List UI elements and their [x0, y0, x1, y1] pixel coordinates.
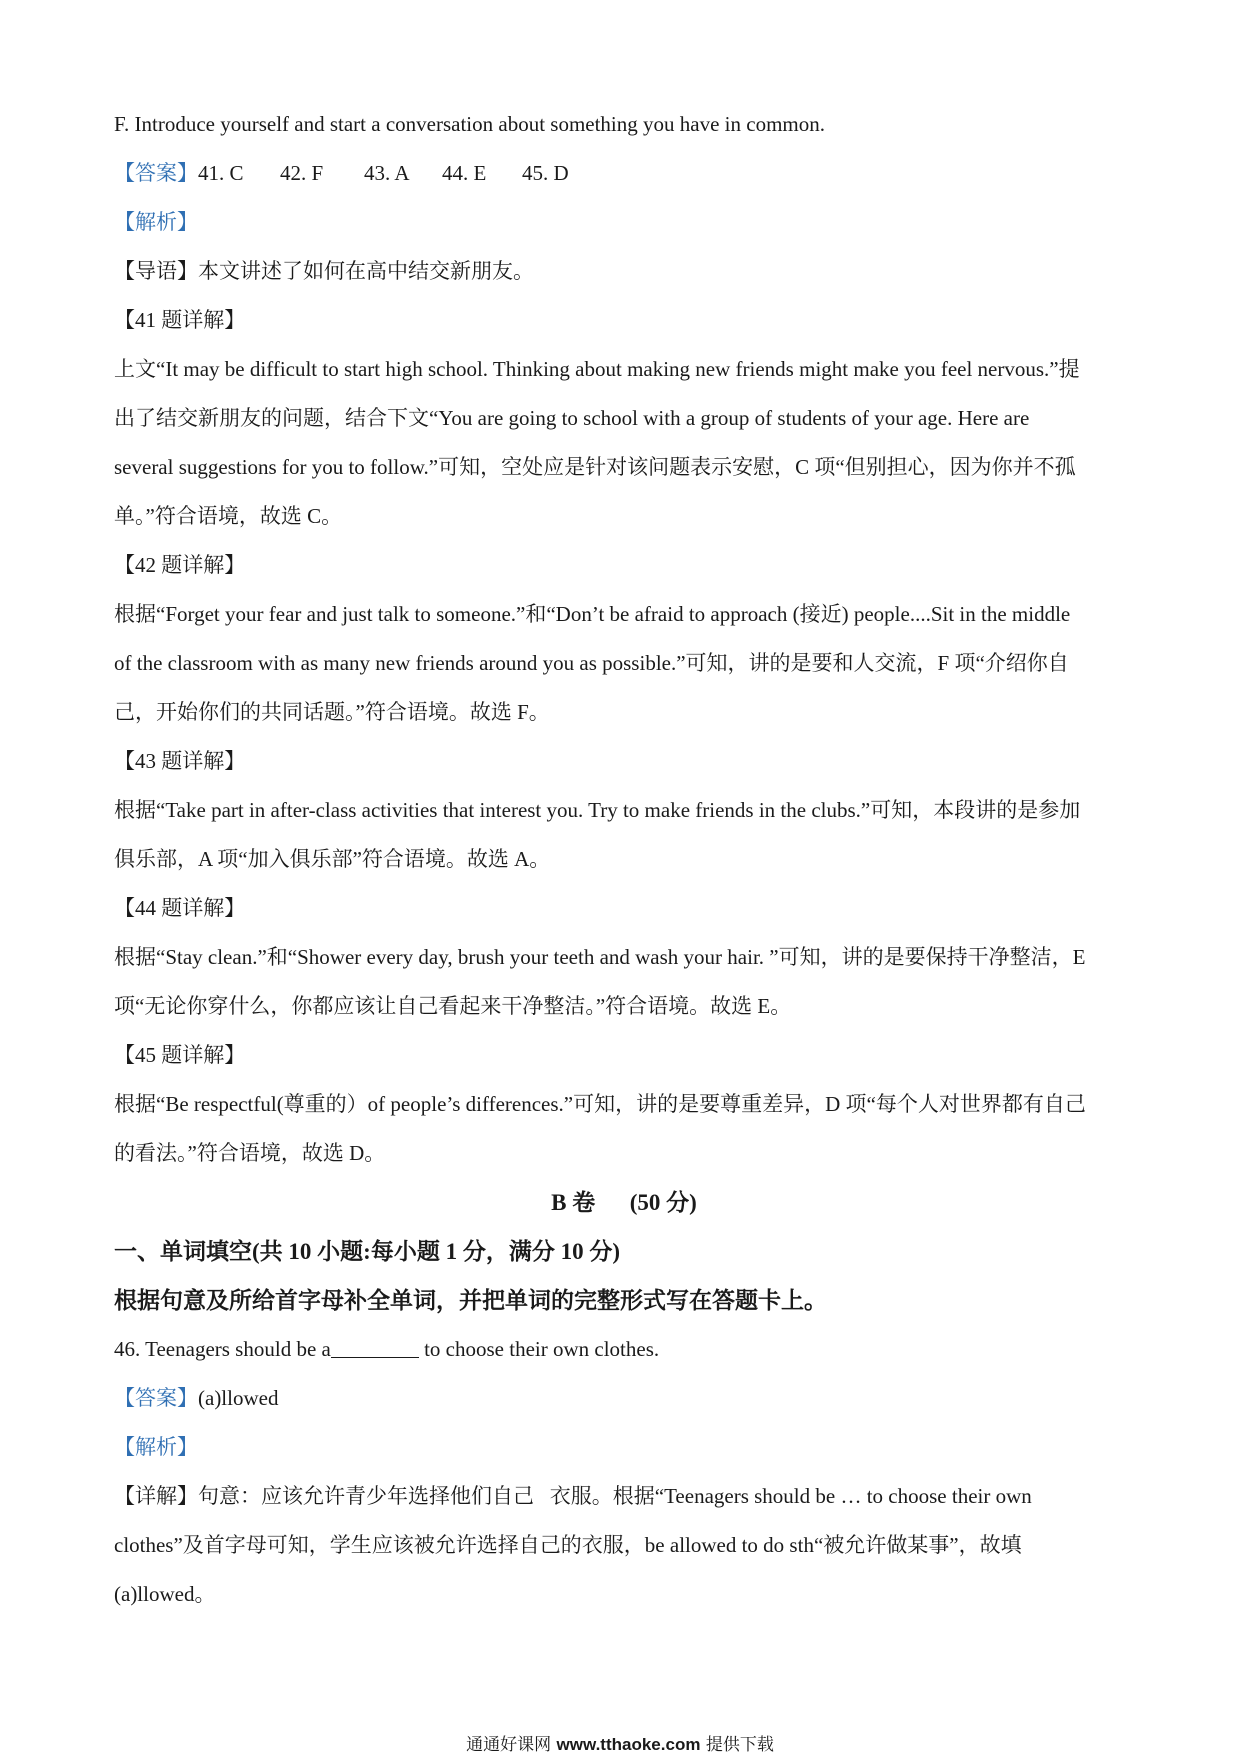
q41-line: 单。”符合语境，故选 C。	[114, 504, 343, 528]
q42-line: 根据“Forget your fear and just talk to someone.”和“Don’t be afraid to approach (接近) people....Sit in the middle	[114, 602, 1071, 626]
q45-line: 的看法。”符合语境，故选 D。	[114, 1141, 386, 1165]
q46-detail-line: clothes”及首字母可知，学生应该被允许选择自己的衣服，be allowed to do sth“被允许做某事”，故填	[114, 1533, 1022, 1557]
q41-line: 出了结交新朋友的问题，结合下文“You are going to school with a group of students of your age. Here are	[114, 406, 1030, 430]
q42-line: 己，开始你们的共同话题。”符合语境。故选 F。	[114, 700, 550, 724]
q46-answer-text: (a)llowed	[198, 1386, 279, 1410]
q41-heading: 【41 题详解】	[114, 308, 246, 332]
q44-heading: 【44 题详解】	[114, 896, 246, 920]
intro-text: 本文讲述了如何在高中结交新朋友。	[198, 259, 534, 283]
intro	[114, 247, 1134, 296]
intro-tag: 【导语】	[114, 259, 198, 283]
analysis-tag: 【解析】	[114, 210, 198, 234]
page-footer	[0, 1730, 1240, 1755]
q41-line: 上文“It may be difficult to start high school. Thinking about making new friends might make you feel nervous.”提	[114, 357, 1080, 381]
q46-answer	[114, 1374, 1134, 1423]
q46-detail-line: (a)llowed。	[114, 1582, 216, 1606]
document-page	[114, 100, 1134, 1619]
footer-url[interactable]: www.tthaoke.com	[556, 1735, 701, 1754]
detail-text: 句意：应该允许青少年选择他们自己 衣服。根据“Teenagers should be … to choose their own	[198, 1484, 1032, 1508]
section-heading: 一、单词填空(共 10 小题:每小题 1 分，满分 10 分)	[114, 1239, 620, 1264]
q46-suffix: to choose their own clothes.	[418, 1337, 660, 1361]
q44-line: 项“无论你穿什么，你都应该让自己看起来干净整洁。”符合语境。故选 E。	[114, 994, 792, 1018]
answer-blank	[331, 1337, 419, 1358]
part-b-title: B 卷 (50 分)	[551, 1190, 697, 1215]
q46-prefix: 46. Teenagers should be a	[114, 1337, 331, 1361]
answer-45: 45. D	[522, 161, 569, 185]
answer-42: 42. F	[280, 161, 324, 185]
footer-site-name: 通通好课网	[466, 1735, 552, 1755]
q45-heading: 【45 题详解】	[114, 1043, 246, 1067]
answer-row	[114, 149, 1134, 198]
q46-question	[114, 1325, 1134, 1374]
instruction: 根据句意及所给首字母补全单词，并把单词的完整形式写在答题卡上。	[114, 1288, 827, 1313]
q46-detail-line	[114, 1472, 1134, 1521]
answer-tag: 【答案】	[114, 161, 198, 185]
q43-heading: 【43 题详解】	[114, 749, 246, 773]
answer-41: 41. C	[198, 161, 244, 185]
option-f: F. Introduce yourself and start a conversation about something you have in common.	[114, 112, 825, 136]
q44-line: 根据“Stay clean.”和“Shower every day, brush your teeth and wash your hair. ”可知，讲的是要保持干净整洁，E	[114, 945, 1086, 969]
q41-line: several suggestions for you to follow.”可知，空处应是针对该问题表示安慰，C 项“但别担心，因为你并不孤	[114, 455, 1076, 479]
answer-44: 44. E	[442, 161, 487, 185]
answer-tag: 【答案】	[114, 1386, 198, 1410]
q43-line: 俱乐部，A 项“加入俱乐部”符合语境。故选 A。	[114, 847, 551, 871]
q42-line: of the classroom with as many new friends around you as possible.”可知，讲的是要和人交流，F 项“介绍你自	[114, 651, 1069, 675]
q46-analysis-tag: 【解析】	[114, 1435, 198, 1459]
answer-43: 43. A	[364, 161, 410, 185]
q42-heading: 【42 题详解】	[114, 553, 246, 577]
q43-line: 根据“Take part in after-class activities that interest you. Try to make friends in the clubs.”可知，本段讲的是参加	[114, 798, 1081, 822]
footer-provider: 提供下载	[705, 1735, 774, 1755]
detail-tag: 【详解】	[114, 1484, 198, 1508]
q45-line: 根据“Be respectful(尊重的）of people’s differences.”可知，讲的是要尊重差异，D 项“每个人对世界都有自己	[114, 1092, 1086, 1116]
